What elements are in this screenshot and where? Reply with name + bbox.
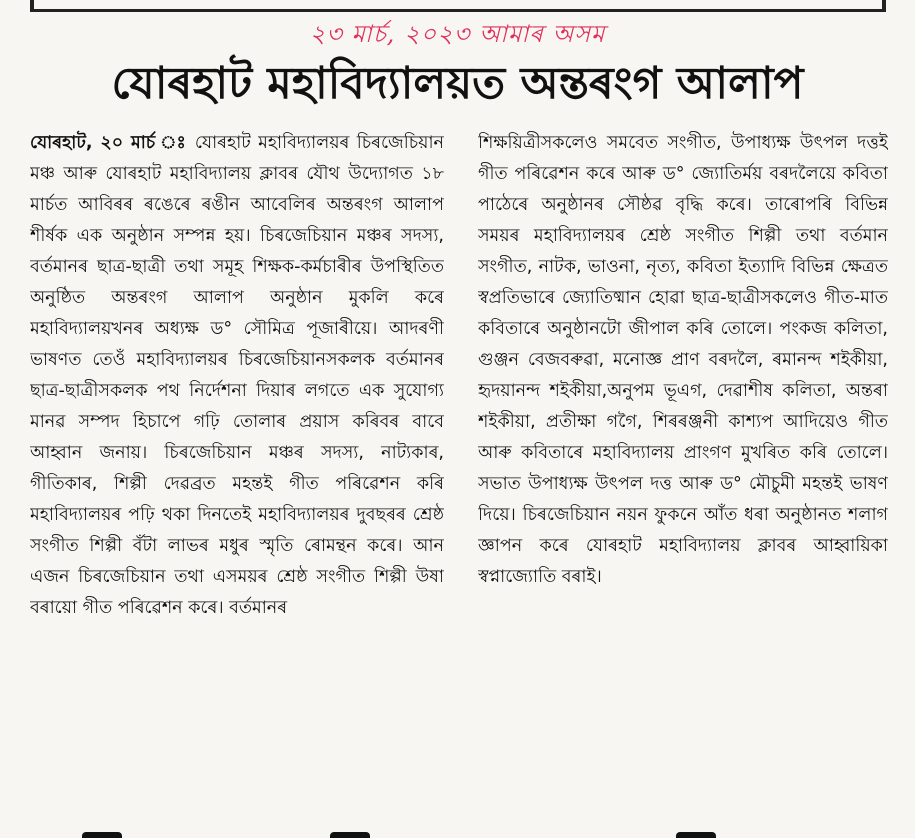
bottom-edge-marks (0, 830, 915, 838)
article-lead: যোৰহাট, ২০ মাৰ্চ ঃ (30, 133, 188, 153)
article-column-right (478, 128, 888, 833)
cut-text-mark (676, 832, 716, 838)
article-column-left (30, 128, 444, 833)
article-body-right: শিক্ষয়িত্ৰীসকলেও সমবেত সংগীত, উপাধ্যক্ষ উৎপল দত্তই গীত পৰিৱেশন কৰে আৰু ড° জ্যোতিৰ্ময় বৰদলৈয়ে কবিতা পাঠেৰে অনুষ্ঠানৰ সৌষ্ঠৱ বৃদ্ধি কৰে। তাৰোপৰি বিভিন্ন সময়ৰ মহাবিদ্যালয়ৰ শ্ৰেষ্ঠ সংগীত শিল্পী তথা বৰ্তমান সংগীত, নাটক, ভাওনা, নৃত্য, কবিতা ইত্যাদি বিভিন্ন ক্ষেত্ৰত স্বপ্ৰতিভাৰে জ্যোতিষ্মান হোৱা ছাত্ৰ-ছাত্ৰীসকলেও গীত-মাত কবিতাৰে অনুষ্ঠানটো জীপাল কৰি তোলে। পংকজ কলিতা, গুঞ্জন বেজবৰুৱা, মনোজ্ঞ প্ৰাণ বৰদলৈ, ৰমানন্দ শইকীয়া, হৃদয়ানন্দ শইকীয়া,অনুপম ভূএগ, দেৱাশীষ কলিতা, অন্তৰা শইকীয়া, প্ৰতীক্ষা গগৈ, শিৰৰঞ্জনী কাশ্যপ আদিয়েও গীত আৰু কবিতাৰে মহাবিদ্যালয় প্ৰাংগণ মুখৰিত কৰি তোলে। সভাত উপাধ্যক্ষ উৎপল দত্ত আৰু ড° মৌচুমী মহন্তই ভাষণ দিয়ে। চিৰজেচিয়ান নয়ন ফুকনে আঁত ধৰা অনুষ্ঠানত শলাগ জ্ঞাপন কৰে যোৰহাট মহাবিদ্যালয় ক্লাবৰ আহ্বায়িকা স্বপ্নাজ্যোতি বৰাই। (478, 133, 888, 587)
headline: যোৰহাট মহাবিদ্যালয়ত অন্তৰংগ আলাপ (111, 58, 804, 109)
cut-text-mark (330, 832, 370, 838)
cut-text-mark (82, 832, 122, 838)
article-body-left: যোৰহাট মহাবিদ্যালয়ৰ চিৰজেচিয়ান মঞ্চ আৰু যোৰহাট মহাবিদ্যালয় ক্লাবৰ যৌথ উদ্যোগত ১৮ মার্চত আবিৰৰ ৰঙেৰে ৰঙীন আবেলিৰ অন্তৰংগ আলাপ শীৰ্ষক এক অনুষ্ঠান সম্পন্ন হয়। চিৰজেচিয়ান মঞ্চৰ সদস্য, বৰ্তমানৰ ছাত্ৰ-ছাত্ৰী তথা সমূহ শিক্ষক-কৰ্মচাৰীৰ উপস্থিতিত অনুষ্ঠিত অন্তৰংগ আলাপ অনুষ্ঠান মুকলি কৰে মহাবিদ্যালয়খনৰ অধ্যক্ষ ড° সৌমিত্ৰ পূজাৰীয়ে। আদৰণী ভাষণত তেওঁ মহাবিদ্যালয়ৰ চিৰজেচিয়ানসকলক বৰ্তমানৰ ছাত্ৰ-ছাত্ৰীসকলক পথ নিৰ্দেশনা দিয়াৰ লগতে এক সুযোগ্য মানৱ সম্পদ হিচাপে গঢ়ি তোলাৰ প্ৰয়াস কৰিবৰ বাবে আহ্বান জনায়। চিৰজেচিয়ান মঞ্চৰ সদস্য, নাট্যকাৰ, গীতিকাৰ, শিল্পী দেৱব্ৰত মহন্তই গীত পৰিৱেশন কৰি মহাবিদ্যালয়ৰ পঢ়ি থকা দিনতেই মহাবিদ্যালয়ৰ দুবছৰৰ শ্ৰেষ্ঠ সংগীত শিল্পী বঁটা লাভৰ মধুৰ স্মৃতি ৰোমন্থন কৰে। আন এজন চিৰজেচিয়ান তথা এসময়ৰ শ্ৰেষ্ঠ সংগীত শিল্পী উষা বৰায়ো গীত পৰিৱেশন কৰে। বৰ্তমানৰ (30, 133, 444, 618)
top-border-frame (30, 0, 886, 12)
dateline-stamp: ২৩ মার্চ, ২০২৩ আমাৰ অসম (309, 20, 606, 48)
article-paragraph-left (30, 128, 444, 624)
